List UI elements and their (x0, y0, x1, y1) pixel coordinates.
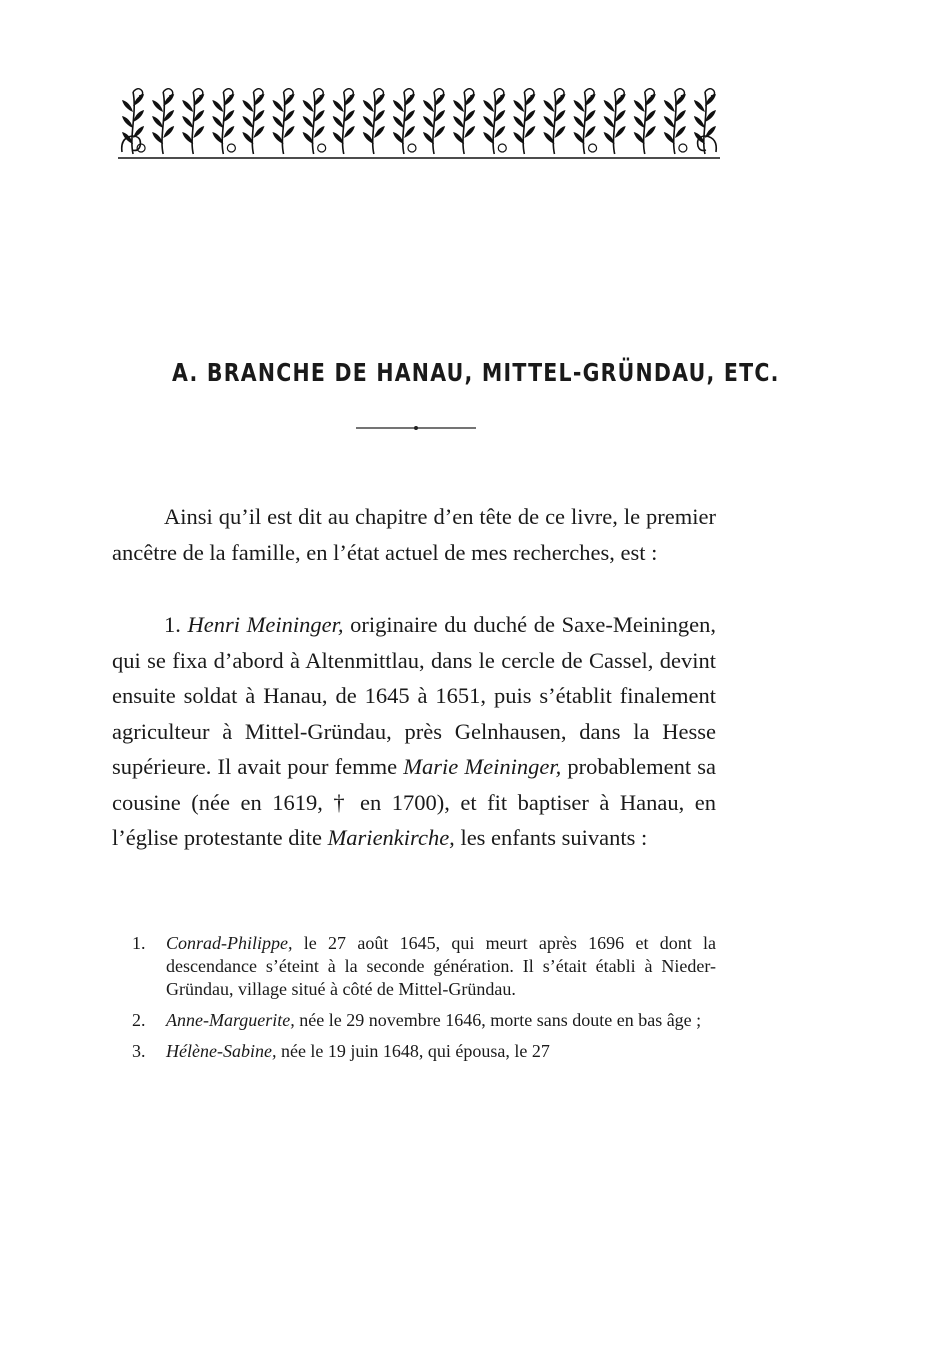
child-text: le 27 août 1645, qui meurt après 1696 et dont la descendance s’éteint à la seconde génération. Il s’était établi à Nieder-Gründau, village situé à côté de Mittel-Gründau. (166, 933, 716, 999)
list-item (132, 1040, 716, 1063)
leaf-sprig-icon (604, 89, 626, 154)
leaf-sprig-icon (212, 89, 235, 154)
entry-text-1: originaire du duché de Saxe-Meiningen, qui se fixa d’abord à Altenmittlau, dans le cercle de Cassel, devint ensuite soldat à Hanau, de 1645 à 1651, puis s’établit finalement agriculteur à Mittel-Gründau, près Gelnhausen, dans la Hesse supérieure. Il avait pour femme (112, 612, 717, 779)
leaf-sprig-icon (363, 89, 385, 154)
leaf-sprig-icon (513, 89, 535, 154)
child-text: née le 19 juin 1648, qui épousa, le 27 (276, 1041, 550, 1061)
chapter-heading: A. BRANCHE DE HANAU, MITTEL-GRÜNDAU, ETC. (172, 358, 780, 387)
entry-paragraph (112, 607, 716, 856)
entry-text-3: les enfants suivants : (454, 825, 648, 850)
leaf-sprig-icon (273, 89, 295, 154)
leaf-sprig-icon (303, 89, 326, 154)
leaf-sprig-icon (242, 89, 264, 154)
leaf-sprig-icon (574, 89, 597, 154)
list-item-number: 2. (132, 1010, 146, 1030)
leaf-sprig-icon (483, 89, 506, 154)
child-name: Hélène-Sabine, (166, 1041, 277, 1061)
leaf-ornament-icon (118, 82, 720, 162)
leaf-sprig-icon (122, 89, 145, 154)
leaf-sprig-icon (152, 89, 174, 154)
children-list (132, 932, 716, 1071)
leaf-sprig-icon (393, 89, 416, 154)
child-name: Anne-Marguerite, (166, 1010, 295, 1030)
intro-paragraph: Ainsi qu’il est dit au chapitre d’en tête de ce livre, le premier ancêtre de la famille, en l’état actuel de mes recherches, est : (112, 504, 716, 565)
leaf-sprig-icon (664, 89, 687, 154)
wife-name: Marie Meininger, (403, 754, 562, 779)
leaf-sprig-icon (453, 89, 475, 154)
list-item-number: 3. (132, 1041, 146, 1061)
list-item-number: 1. (132, 933, 146, 953)
ornamental-header-band (118, 82, 720, 162)
leaf-sprig-icon (333, 89, 355, 154)
church-name: Marienkirche, (327, 825, 455, 850)
entry-name: Henri Meininger, (187, 612, 344, 637)
entry-text-2: probablement sa cousine (née en 1619, † en 1700), et fit baptiser à Hanau, en l’église protestante dite (112, 754, 716, 850)
heading-divider (356, 424, 476, 432)
list-item (132, 1009, 716, 1032)
child-text: née le 29 novembre 1646, morte sans doute en bas âge ; (294, 1010, 702, 1030)
leaf-sprig-icon (634, 89, 656, 154)
child-name: Conrad-Philippe, (166, 933, 293, 953)
entry-number: 1. (164, 612, 181, 637)
leaf-sprig-icon (182, 89, 204, 154)
leaf-sprig-icon (543, 89, 565, 154)
list-item (132, 932, 716, 1001)
leaf-sprig-icon (423, 89, 445, 154)
